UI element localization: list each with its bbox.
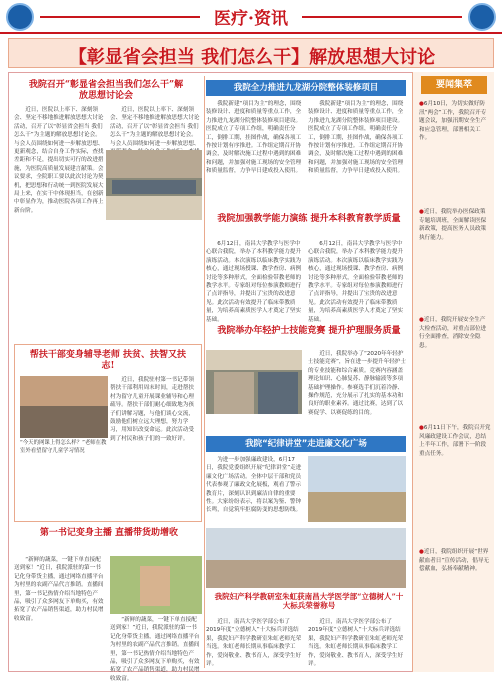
article-body-a8-cont: 近日，南昌大学医学部公布了2019年度“立德树人”十大标兵评选结果，我院妇产科学教研室朱虹老师光荣当选。朱虹老师长期从事临床教学工作，爱岗敬业、教书育人，深受学生好评。 [308,619,404,668]
article-headline-a8: 我院妇产科学教研室朱虹获南昌大学医学部“立德树人”十大标兵荣誉称号 [214,592,404,611]
sidebar-item: ●近日，我院组织开展“世界献血者日”宣传活动，倡导无偿献血，弘扬奉献精神。 [419,549,490,573]
page-header [0,0,502,34]
article-body-a4: 近日，我院举办了“2020年年轻护士技能竞赛”，旨在进一步提升年轻护士的专业技能和综合素质。竞赛内容涵盖理论知识、心肺复苏、静脉输液等多项基础护理操作。参赛选手们沉着冷静、操作规范，充分展示了扎实的基本功和良好的职业素养。通过比赛，达到了以赛促学、以赛促练的目的。 [308,351,406,416]
article-body-a3-cont: 6月12日，南昌大学教学与医学中心联合我院，举办了本科教学能力提升演练活动。本次演练以临床教学实践为核心，通过现场授课、教学查房、病例讨论等多种形式，全面检验带教老师的教学水平。专家组对每位参演教师进行了点评指导，并提出了宝贵的改进意见。此次活动有效提升了临床带教质量，为培养高素质医学人才奠定了坚实基础。 [308,241,404,323]
volunteer-tutoring-photo [20,376,108,438]
livestream-photo [110,556,202,614]
article-headline-a7: 第一书记变身主播 直播带货助增收 [39,528,179,538]
article-headline-a2: 我院全力推进九龙湖分院整体装修项目 [206,80,406,96]
column-divider [204,76,205,668]
article-body-a1: 近日，医院以上率下、深刻领会、坚定不移地推进解放思想大讨论活动，召开了以“彰显省会担当 我们怎么干”为主题的解放思想讨论会。与会人员围绕如何进一步解放思想、更新观念，结合自身工作实际，查找差距和不足，提出切实可行的改进措施，为医院高质量发展建言献策。会议要求，全院职工要以此次讨论为契机，把思想和行动统一到医院发展大局上来，在实干中体现担当，在创新中彰显作为，推动医院各项工作再上新台阶。 [14,107,104,214]
article-body-a2-cont: 我院新建“项目为主”的理念，围绕装修设计、进度和质量等重点工作，全力推进九龙湖分院整体装修项目建设。医院成立了专项工作组，明确责任分工，倒排工期，挂图作战，确保各项工作按计划有序推进。工作组定期召开协调会，及时解决施工过程中遇到的困难和问题，并加强对施工现场的安全管理和质量监督，力争早日建成投入使用。 [308,101,404,175]
hospital-emblem-icon [468,3,496,31]
article-body-a5: 为进一步加强廉政建设，6月17日，我院党委组织开展“纪律讲堂”走进廉文化广场活动。全体中层干部和党员代表参观了廉政文化展板，观看了警示教育片，深刻认识到廉洁自律的重要性。大家纷纷表示，将以案为鉴、警钟长鸣，自觉筑牢拒腐防变的思想防线。 [206,457,302,514]
article-body-a2: 我院新建“项目为主”的理念，围绕装修设计、进度和质量等重点工作，全力推进九龙湖分院整体装修项目建设。医院成立了专项工作组，明确责任分工，倒排工期，挂图作战，确保各项工作按计划有序推进。工作组定期召开协调会，及时解决施工过程中遇到的困难和问题，并加强对施工现场的安全管理和质量监督，力争早日建成投入使用。 [206,101,302,175]
header-rule-left [40,16,200,18]
article-body-a7: “新鲜的蔬菜，一键下单直接配送到家！”近日，我院派驻的第一书记化身带货主播，通过网络直播平台为村里的农副产品代言推销。直播间里，第一书记热情介绍当地特色产品，吸引了众多网友下单购买，有效拓宽了农产品销售渠道，助力村民增收致富。 [14,557,104,622]
article-body-a1-cont: 近日，医院以上率下、深刻领会、坚定不移地推进解放思想大讨论活动，召开了以“彰显省会担当 我们怎么干”为主题的解放思想讨论会。与会人员围绕如何进一步解放思想、 [110,107,200,147]
article-headline-a5: 我院“纪律讲堂”走进廉文化广场 [206,436,406,452]
news-digest-sidebar [412,72,494,672]
section-title: 医疗·资讯 [214,9,288,29]
article-headline-a4: 我院举办年轻护士技能竞赛 提升护理服务质量 [217,326,401,336]
banner-title: 【彰显省会担当 我们怎么干】解放思想大讨论 [68,47,436,68]
photo-caption-a: “今天的网课上得怎么样？”老师在教室外看望留守儿童学习情况 [20,440,107,454]
article-headline-a1: 我院召开“彰显省会担当我们怎么干”解放思想讨论会 [28,80,184,102]
header-rule-right [302,16,462,18]
topic-banner [8,38,494,68]
article-body-a3: 6月12日，南昌大学教学与医学中心联合我院，举办了本科教学能力提升演练活动。本次演练以临床教学实践为核心，通过现场授课、教学查房、病例讨论等多种形式，全面检验带教老师的教学水平。专家组对每位参演教师进行了点评指导，并提出了宝贵的改进意见。此次活动有效提升了临床带教质量，为培养高素质医学人才奠定了坚实基础。 [206,241,302,323]
sidebar-item: ●6月10日，为切实做好防汛“两会”工作，我院召开专题会议，加强汛期安全生产和应急管理，部署相关工作。 [419,101,487,142]
article-headline-a3: 我院加强教学能力演练 提升本科教育教学质量 [217,214,401,224]
article-body-a7-cont: “新鲜的蔬菜，一键下单直接配送到家！”近日，我院派驻的第一书记化身带货主播，通过网络直播平台为村里的农副产品代言推销。直播间里，第一书记热情介绍当地特色产品，吸引了众多网友下单购买，有效拓宽了农产品销售渠道，助力村民增收致富。 [110,617,200,682]
nursing-contest-photo [206,350,302,414]
article-body-a8: 近日，南昌大学医学部公布了2019年度“立德树人”十大标兵评选结果，我院妇产科学教研室朱虹老师光荣当选。朱虹老师长期从事临床教学工作，爱岗敬业、教书育人，深受学生好评。 [206,619,302,668]
sidebar-item: ●6月11日下午，我院召开党风廉政建设工作会议，总结上半年工作，部署下一阶段重点任务。 [419,425,491,457]
hospital-emblem-icon [6,3,34,31]
sidebar-item: ●近日，我院开展安全生产大检查活动，对重点部位进行全面排查，消除安全隐患。 [419,317,487,349]
article-headline-a6: 帮扶干部变身辅导老师 扶贫、扶智又扶志! [29,350,187,372]
sidebar-title: 要闻集萃 [421,76,487,94]
sidebar-item: ●近日，我院举办医保政策专题培训班，全面解读医保新政策，提高医务人员政策执行能力。 [419,209,487,241]
article-body-a6: 近日，我院驻村第一书记带领帮扶干部利用周末时间，走进帮扶村为留守儿童开展课业辅导和心理疏导。帮扶干部们耐心细致地为孩子们讲解习题，与他们谈心交流，鼓励他们树立远大理想，努力学习，用知识改变命运。此次活动受到了村民和孩子们的一致好评。 [110,377,194,442]
integrity-square-photo [308,456,406,522]
meeting-photo [106,150,202,220]
award-photo [206,528,406,588]
